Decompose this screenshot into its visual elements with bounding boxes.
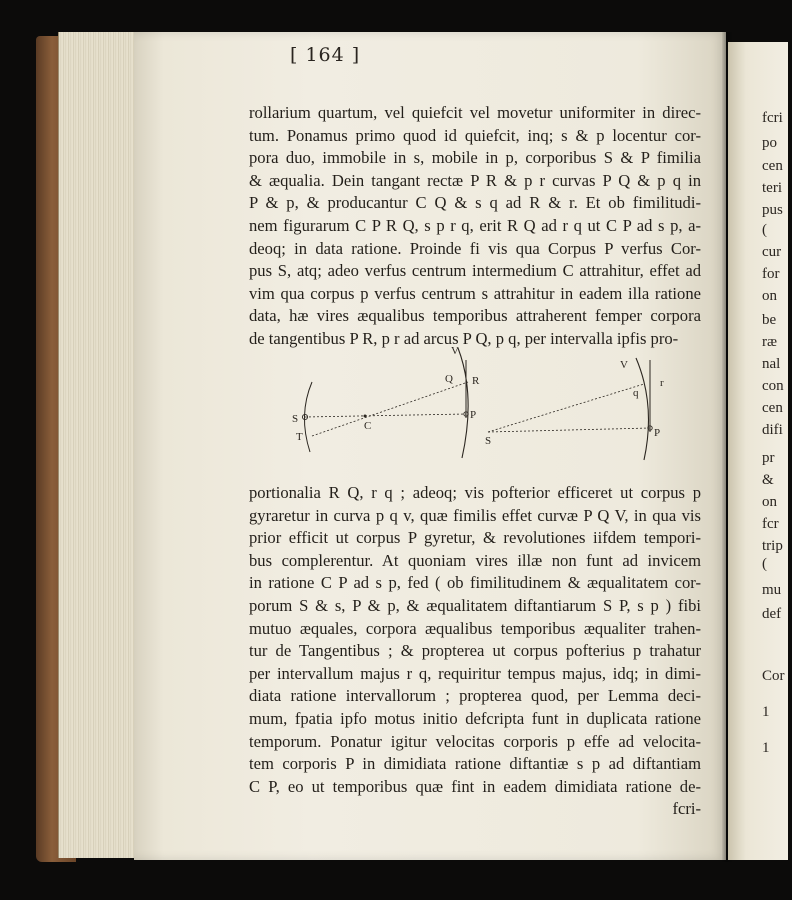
text-line: pora duo, immobile in s, mobile in p, corporibus S & P fimilia	[249, 148, 701, 168]
text-line: prior efficit ut corpus P gyretur, & revolutiones iifdem tempori-	[249, 528, 701, 548]
facing-page-fragment: cur	[762, 244, 782, 260]
text-line: pus S, atq; adeo verfus centrum intermedium C attrahitur, effet ad	[249, 261, 701, 281]
text-line: P & p, & producantur C Q & s q ad R & r. Et ob fimilitudi-	[249, 193, 701, 213]
text-line: porum S & s, P & p, & æqualitatem diftantiarum S P, s p ) fibi	[249, 595, 701, 615]
label-p-right: P	[654, 427, 661, 439]
curve-pq-small	[636, 358, 649, 460]
facing-page-fragment: for	[762, 266, 780, 282]
facing-page-fragment: Cor	[762, 668, 785, 684]
text-line: tem corporis P in dimidiata ratione diftantiæ s p ad diftantiam	[249, 754, 701, 774]
label-q-left: Q	[445, 373, 453, 385]
text-line: deoq; in data ratione. Proinde fi vis qua Corpus P verfus Cor-	[249, 238, 701, 258]
line-tq	[312, 382, 468, 436]
text-line: gyraretur in curva p q v, quæ fimilis effet curvæ P Q V, in qua vis	[249, 505, 701, 525]
text-line: in ratione C P ad s p, fed ( ob fimilitudinem & æqualitatem cor-	[249, 573, 701, 593]
facing-page-fragment: on	[762, 288, 777, 304]
text-line: nem figurarum C P R Q, s p r q, erit R Q ad r q ut C P ad s p, a-	[249, 215, 701, 235]
catchword: fcri-	[672, 799, 701, 818]
label-r-right: r	[660, 377, 664, 389]
text-line: mutuo æquales, corpora æqualibus temporibus æqualiter trahen-	[249, 618, 701, 638]
text-line: & æqualia. Dein tangant rectæ P R & p r curvas P Q & p q in	[249, 170, 701, 190]
facing-page-fragment: cen	[762, 158, 783, 174]
label-p-left: P	[470, 409, 477, 421]
text-line: C P, eo ut temporibus quæ fint in eadem dimidiata ratione de-	[249, 776, 701, 796]
facing-page-fragment: be	[762, 312, 777, 328]
label-t-left: T	[296, 431, 303, 443]
point-c	[364, 415, 367, 418]
text-block-upper	[249, 102, 701, 351]
text-line: vim qua corpus p verfus centrum s attrahitur in eadem illa ratione	[249, 283, 701, 303]
text-line: rollarium quartum, vel quiefcit vel movetur uniformiter in direc-	[249, 103, 701, 122]
label-v-right: V	[620, 359, 628, 371]
label-s-left: S	[292, 413, 299, 425]
label-v-left: V	[451, 345, 459, 357]
facing-page-fragment: (	[762, 222, 767, 238]
text-block-lower	[249, 482, 701, 798]
facing-page-fragment: def	[762, 606, 782, 622]
facing-page-fragment: teri	[762, 180, 782, 196]
page-number: [ 164 ]	[290, 44, 361, 66]
line-sq-small	[488, 384, 644, 432]
facing-page-fragment: 1	[762, 740, 770, 756]
facing-page-fragment: trip	[762, 538, 783, 554]
facing-page-fragment: ræ	[762, 334, 777, 350]
text-line: tur de Tangentibus ; & propterea ut corpus pofterius p trahatur	[249, 641, 701, 661]
text-line: temporum. Ponatur igitur velocitas corporis p effe ad velocita-	[249, 731, 701, 751]
text-line: diata ratione intervallorum ; propterea quod, per Lemma deci-	[249, 686, 701, 706]
label-q-right: q	[633, 387, 639, 399]
text-line: mum, fpatia ipfo motus initio defcripta funt in duplicata ratione	[249, 708, 701, 728]
facing-page-fragment: cen	[762, 400, 783, 416]
facing-page-fragment: (	[762, 556, 767, 572]
label-s-right: S	[485, 435, 492, 447]
catchword-row	[249, 798, 701, 821]
facing-page-fragment: po	[762, 135, 777, 151]
curve-pq	[458, 348, 468, 458]
text-line: per intervallum majus r q, requiritur tempus majus, idq; in dimi-	[249, 663, 701, 683]
text-line: de tangentibus P R, p r ad arcus P Q, p q, per intervalla ipfis pro-	[249, 328, 679, 348]
text-line: bus complerentur. At quoniam vires illæ non funt ad invicem	[249, 550, 701, 570]
facing-page-fragment: pr	[762, 450, 775, 466]
facing-page-fragment: 1	[762, 704, 770, 720]
text-line: portionalia R Q, r q ; adeoq; vis pofterior efficeret ut corpus p	[249, 483, 701, 502]
facing-page-fragment: mu	[762, 582, 782, 598]
line-sp-small	[488, 428, 650, 432]
facing-page-fragment: fcri	[762, 110, 783, 126]
geometric-figure	[240, 340, 690, 475]
facing-page-fragment: &	[762, 472, 774, 488]
text-line: data, hæ vires æqualibus temporibus attraherent femper corpora	[249, 306, 701, 326]
label-r-left: R	[472, 375, 480, 387]
facing-page-fragment: fcr	[762, 516, 779, 532]
label-c-left: C	[364, 420, 372, 432]
facing-page-fragment: nal	[762, 356, 781, 372]
facing-page-fragment: on	[762, 494, 777, 510]
facing-page-fragment: pus	[762, 202, 783, 218]
figure-right-diagram	[485, 358, 664, 460]
text-line: tum. Ponamus primo quod id quiefcit, inq; s & p locentur cor-	[249, 125, 701, 145]
figure-left-diagram	[292, 345, 480, 458]
line-sp	[305, 414, 466, 417]
facing-page-fragment: difi	[762, 422, 783, 438]
facing-page-fragment: con	[762, 378, 784, 394]
